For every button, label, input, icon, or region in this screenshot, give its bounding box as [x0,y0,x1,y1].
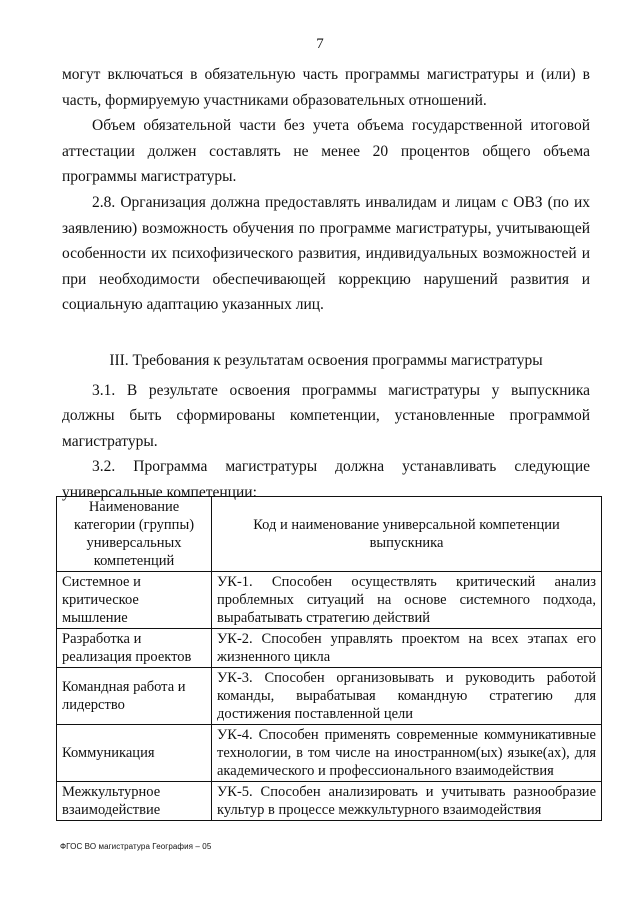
document-body [62,62,590,506]
table-row [57,725,602,782]
row-description: УК-3. Способен организовывать и руководить работой команды, вырабатывая командную стратегию для достижения поставленной цели [212,668,602,725]
row-description: УК-5. Способен анализировать и учитывать разнообразие культур в процессе межкультурного взаимодействия [212,782,602,821]
paragraph-3-1: 3.1. В результате освоения программы магистратуры у выпускника должны быть сформированы компетенции, установленные программой магистратуры. [62,381,590,450]
section-heading: III. Требования к результатам освоения программы магистратуры [109,351,543,369]
paragraph-continuation: могут включаться в обязательную часть программы магистратуры и (или) в часть, формируемую участниками образовательных отношений. [62,66,590,109]
table-row [57,668,602,725]
paragraph-2-8: 2.8. Организация должна предоставлять инвалидам и лицам с ОВЗ (по их заявлению) возможность обучения по программе магистратуры, учитывающей особенности их психофизического развития, индивидуальных возможностей и при необходимости обеспечивающей коррекцию нарушений развития и социальную адаптацию указанных лиц. [62,193,590,314]
page-number: 7 [316,36,324,52]
table-row [57,782,602,821]
row-description: УК-4. Способен применять современные коммуникативные технологии, в том числе на иностранном(ых) языке(ах), для академического и профессионального взаимодействия [212,725,602,782]
row-description: УК-2. Способен управлять проектом на всех этапах его жизненного цикла [212,629,602,668]
paragraph-3-2-continuation: универсальные компетенции: [62,483,257,501]
table-row [57,572,602,629]
paragraph-mandatory-part: Объем обязательной части без учета объема государственной итоговой аттестации должен составлять не менее 20 процентов общего объема программы магистратуры. [62,117,590,186]
row-description: УК-1. Способен осуществлять критический анализ проблемных ситуаций на основе системного подхода, вырабатывать стратегию действий [212,572,602,629]
paragraph-3-2: 3.2. Программа магистратуры должна устанавливать следующие [92,458,590,476]
table-header-row [57,497,602,572]
row-category: Командная работа и лидерство [57,668,212,725]
row-category: Коммуникация [57,725,212,782]
table-row [57,629,602,668]
row-category: Разработка и реализация проектов [57,629,212,668]
row-category: Межкультурное взаимодействие [57,782,212,821]
competencies-table [56,496,602,821]
header-category: Наименование категории (группы) универсальных компетенций [57,497,212,572]
footer-doc-id: ФГОС ВО магистратура География – 05 [60,842,212,851]
header-code: Код и наименование универсальной компетенции выпускника [212,497,602,572]
row-category: Системное и критическое мышление [57,572,212,629]
